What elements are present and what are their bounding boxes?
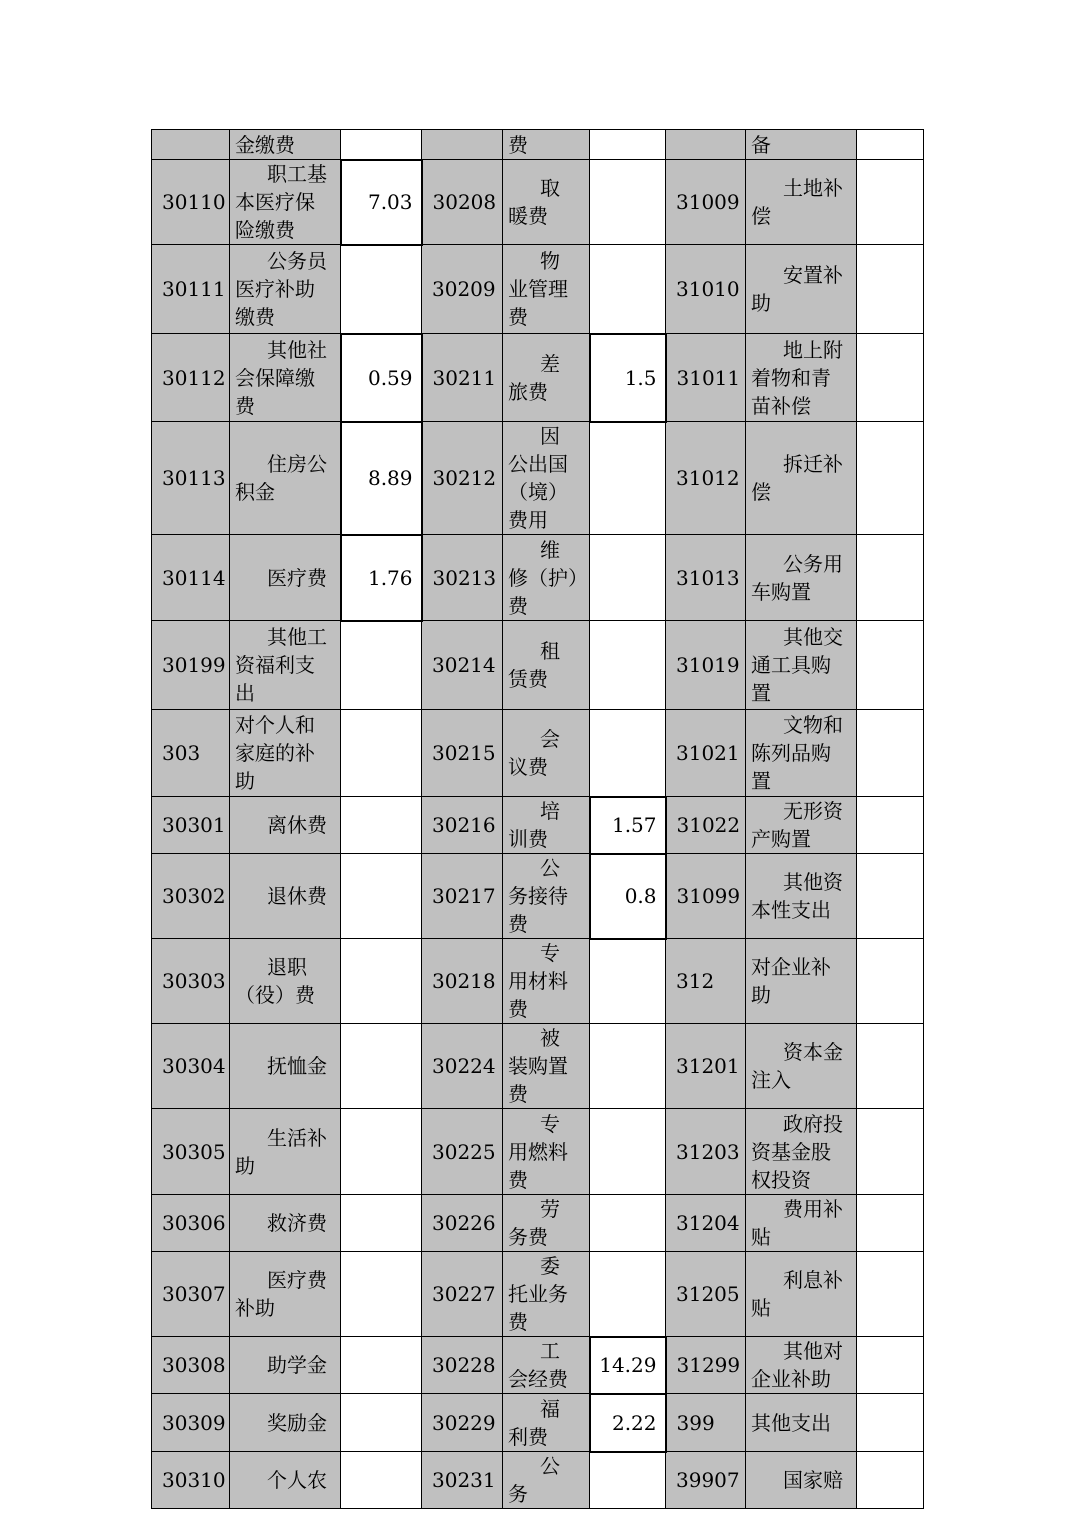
name-cell: 委托业务费 <box>503 1252 590 1337</box>
name-cell: 利息补贴 <box>746 1252 857 1337</box>
value-cell <box>857 1195 924 1252</box>
value-cell <box>857 797 924 854</box>
table-row <box>152 1394 924 1452</box>
value-cell: 0.59 <box>341 334 422 422</box>
name-cell: 退职（役）费 <box>230 939 341 1024</box>
name-cell: 住房公积金 <box>230 422 341 535</box>
table-row <box>152 1452 924 1509</box>
name-cell: 费 <box>503 130 590 160</box>
name-cell: 劳务费 <box>503 1195 590 1252</box>
name-cell: 取暖费 <box>503 160 590 245</box>
value-cell <box>857 245 924 334</box>
name-cell: 文物和陈列品购置 <box>746 710 857 797</box>
name-cell: 其他社会保障缴费 <box>230 334 341 422</box>
code-cell: 31204 <box>666 1195 746 1252</box>
code-cell: 31011 <box>666 334 746 422</box>
value-cell: 0.8 <box>590 854 666 939</box>
name-cell: 生活补助 <box>230 1109 341 1195</box>
code-cell <box>152 130 230 160</box>
table-row <box>152 1109 924 1195</box>
value-cell <box>590 710 666 797</box>
code-cell: 31022 <box>666 797 746 854</box>
value-cell <box>341 1394 422 1452</box>
name-cell: 备 <box>746 130 857 160</box>
table-row <box>152 334 924 422</box>
code-cell: 30227 <box>422 1252 503 1337</box>
table-row <box>152 1195 924 1252</box>
code-cell: 30307 <box>152 1252 230 1337</box>
name-cell: 退休费 <box>230 854 341 939</box>
name-cell: 工会经费 <box>503 1337 590 1394</box>
name-cell: 金缴费 <box>230 130 341 160</box>
code-cell: 30212 <box>422 422 503 535</box>
value-cell: 1.57 <box>590 797 666 854</box>
name-cell: 差旅费 <box>503 334 590 422</box>
table-row <box>152 160 924 245</box>
value-cell <box>857 535 924 621</box>
value-cell <box>590 160 666 245</box>
value-cell <box>341 1024 422 1109</box>
code-cell: 30111 <box>152 245 230 334</box>
name-cell: 福利费 <box>503 1394 590 1452</box>
code-cell <box>422 130 503 160</box>
code-cell: 30214 <box>422 621 503 710</box>
code-cell: 30231 <box>422 1452 503 1509</box>
code-cell: 30308 <box>152 1337 230 1394</box>
name-cell: 资本金注入 <box>746 1024 857 1109</box>
name-cell: 租赁费 <box>503 621 590 710</box>
budget-table <box>151 129 924 1509</box>
value-cell: 7.03 <box>341 160 422 245</box>
value-cell <box>341 854 422 939</box>
value-cell: 8.89 <box>341 422 422 535</box>
code-cell: 30224 <box>422 1024 503 1109</box>
value-cell: 14.29 <box>590 1337 666 1394</box>
table-row <box>152 245 924 334</box>
name-cell: 对个人和家庭的补助 <box>230 710 341 797</box>
code-cell: 31010 <box>666 245 746 334</box>
value-cell <box>341 1337 422 1394</box>
name-cell: 公务员医疗补助缴费 <box>230 245 341 334</box>
value-cell <box>341 1252 422 1337</box>
code-cell: 30218 <box>422 939 503 1024</box>
table-row <box>152 1024 924 1109</box>
code-cell: 30304 <box>152 1024 230 1109</box>
code-cell: 30310 <box>152 1452 230 1509</box>
table-row <box>152 1337 924 1394</box>
name-cell: 费用补贴 <box>746 1195 857 1252</box>
code-cell: 30209 <box>422 245 503 334</box>
code-cell: 30110 <box>152 160 230 245</box>
name-cell: 公务 <box>503 1452 590 1509</box>
code-cell: 303 <box>152 710 230 797</box>
name-cell: 其他支出 <box>746 1394 857 1452</box>
name-cell: 维修（护）费 <box>503 535 590 621</box>
code-cell: 30199 <box>152 621 230 710</box>
code-cell: 31009 <box>666 160 746 245</box>
name-cell: 安置补助 <box>746 245 857 334</box>
code-cell: 30215 <box>422 710 503 797</box>
value-cell <box>341 1452 422 1509</box>
value-cell <box>341 621 422 710</box>
value-cell <box>857 1252 924 1337</box>
table-row <box>152 1252 924 1337</box>
table-row <box>152 854 924 939</box>
name-cell: 其他工资福利支出 <box>230 621 341 710</box>
code-cell: 31012 <box>666 422 746 535</box>
table-row <box>152 939 924 1024</box>
code-cell: 30213 <box>422 535 503 621</box>
value-cell <box>590 939 666 1024</box>
name-cell: 国家赔 <box>746 1452 857 1509</box>
code-cell: 39907 <box>666 1452 746 1509</box>
name-cell: 土地补偿 <box>746 160 857 245</box>
value-cell: 1.5 <box>590 334 666 422</box>
value-cell: 1.76 <box>341 535 422 621</box>
value-cell <box>857 1024 924 1109</box>
name-cell: 拆迁补偿 <box>746 422 857 535</box>
name-cell: 政府投资基金股权投资 <box>746 1109 857 1195</box>
name-cell: 医疗费补助 <box>230 1252 341 1337</box>
name-cell: 培训费 <box>503 797 590 854</box>
code-cell: 31203 <box>666 1109 746 1195</box>
value-cell <box>857 1394 924 1452</box>
code-cell: 30217 <box>422 854 503 939</box>
name-cell: 因公出国（境）费用 <box>503 422 590 535</box>
name-cell: 其他对企业补助 <box>746 1337 857 1394</box>
name-cell: 个人农 <box>230 1452 341 1509</box>
name-cell: 专用材料费 <box>503 939 590 1024</box>
code-cell: 31019 <box>666 621 746 710</box>
name-cell: 抚恤金 <box>230 1024 341 1109</box>
value-cell <box>341 939 422 1024</box>
value-cell <box>341 1195 422 1252</box>
code-cell: 30229 <box>422 1394 503 1452</box>
name-cell: 其他交通工具购置 <box>746 621 857 710</box>
code-cell: 30301 <box>152 797 230 854</box>
name-cell: 医疗费 <box>230 535 341 621</box>
code-cell: 30309 <box>152 1394 230 1452</box>
value-cell <box>341 710 422 797</box>
name-cell: 专用燃料费 <box>503 1109 590 1195</box>
name-cell: 会议费 <box>503 710 590 797</box>
table-row <box>152 621 924 710</box>
code-cell: 30112 <box>152 334 230 422</box>
value-cell: 2.22 <box>590 1394 666 1452</box>
name-cell: 离休费 <box>230 797 341 854</box>
code-cell: 31013 <box>666 535 746 621</box>
name-cell: 对企业补助 <box>746 939 857 1024</box>
value-cell <box>857 160 924 245</box>
value-cell <box>857 422 924 535</box>
table-row <box>152 710 924 797</box>
value-cell <box>857 1109 924 1195</box>
code-cell: 30302 <box>152 854 230 939</box>
name-cell: 地上附着物和青苗补偿 <box>746 334 857 422</box>
value-cell <box>857 621 924 710</box>
code-cell: 312 <box>666 939 746 1024</box>
name-cell: 奖励金 <box>230 1394 341 1452</box>
table-row <box>152 130 924 160</box>
code-cell: 31299 <box>666 1337 746 1394</box>
value-cell <box>341 1109 422 1195</box>
code-cell: 30211 <box>422 334 503 422</box>
value-cell <box>590 130 666 160</box>
table-row <box>152 422 924 535</box>
value-cell <box>341 130 422 160</box>
code-cell <box>666 130 746 160</box>
code-cell: 30226 <box>422 1195 503 1252</box>
value-cell <box>590 245 666 334</box>
name-cell: 公务用车购置 <box>746 535 857 621</box>
value-cell <box>857 130 924 160</box>
value-cell <box>590 1024 666 1109</box>
code-cell: 30305 <box>152 1109 230 1195</box>
value-cell <box>857 1337 924 1394</box>
value-cell <box>857 854 924 939</box>
value-cell <box>857 334 924 422</box>
code-cell: 30228 <box>422 1337 503 1394</box>
value-cell <box>857 1452 924 1509</box>
budget-table-body <box>152 130 924 1509</box>
code-cell: 30113 <box>152 422 230 535</box>
value-cell <box>590 1109 666 1195</box>
table-row <box>152 535 924 621</box>
code-cell: 399 <box>666 1394 746 1452</box>
name-cell: 被装购置费 <box>503 1024 590 1109</box>
name-cell: 职工基本医疗保险缴费 <box>230 160 341 245</box>
name-cell: 无形资产购置 <box>746 797 857 854</box>
value-cell <box>857 710 924 797</box>
value-cell <box>341 245 422 334</box>
code-cell: 30306 <box>152 1195 230 1252</box>
code-cell: 30114 <box>152 535 230 621</box>
table-row <box>152 797 924 854</box>
value-cell <box>590 1252 666 1337</box>
code-cell: 30208 <box>422 160 503 245</box>
code-cell: 31205 <box>666 1252 746 1337</box>
code-cell: 30216 <box>422 797 503 854</box>
value-cell <box>590 422 666 535</box>
name-cell: 其他资本性支出 <box>746 854 857 939</box>
code-cell: 31099 <box>666 854 746 939</box>
value-cell <box>590 1452 666 1509</box>
name-cell: 助学金 <box>230 1337 341 1394</box>
value-cell <box>590 621 666 710</box>
code-cell: 30225 <box>422 1109 503 1195</box>
value-cell <box>857 939 924 1024</box>
code-cell: 30303 <box>152 939 230 1024</box>
code-cell: 31201 <box>666 1024 746 1109</box>
value-cell <box>341 797 422 854</box>
name-cell: 公务接待费 <box>503 854 590 939</box>
name-cell: 物业管理费 <box>503 245 590 334</box>
value-cell <box>590 535 666 621</box>
value-cell <box>590 1195 666 1252</box>
code-cell: 31021 <box>666 710 746 797</box>
name-cell: 救济费 <box>230 1195 341 1252</box>
